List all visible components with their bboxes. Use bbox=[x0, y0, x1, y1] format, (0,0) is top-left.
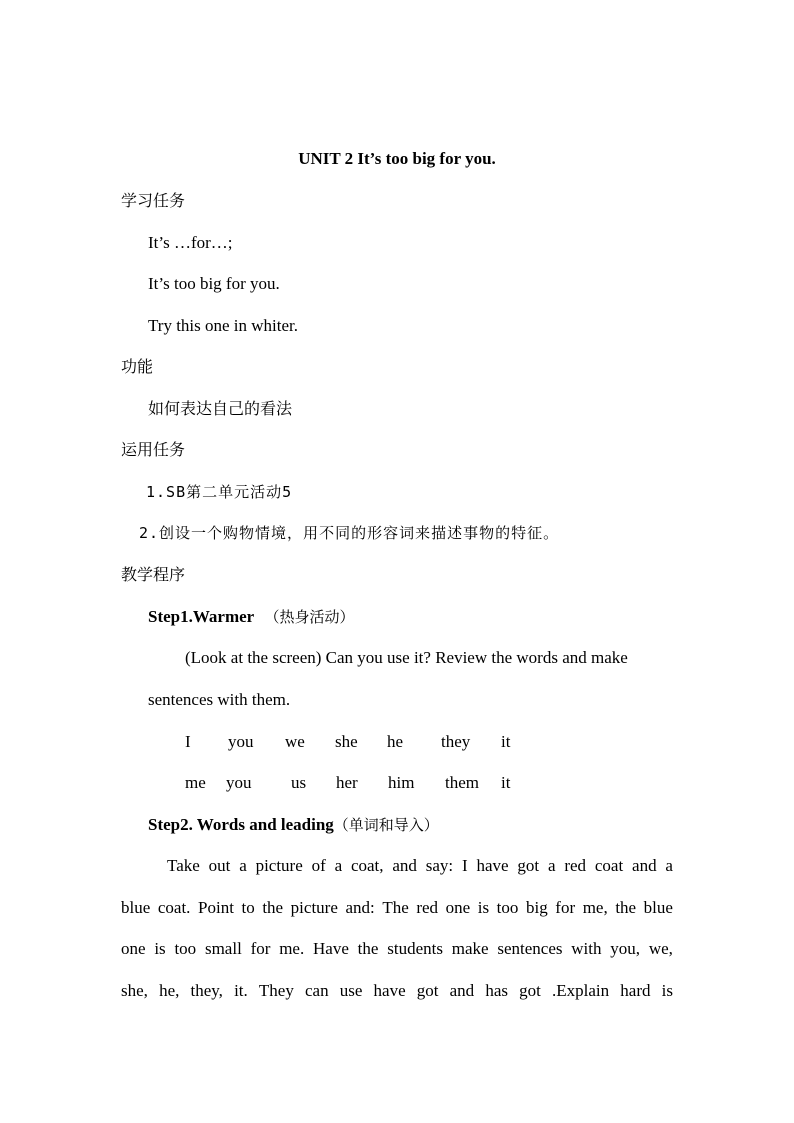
word: they, bbox=[190, 981, 223, 1000]
step2-paragraph-line bbox=[121, 980, 673, 1002]
word: has bbox=[485, 981, 508, 1000]
word: The bbox=[382, 898, 409, 917]
word: the bbox=[615, 898, 637, 917]
word: she, bbox=[121, 981, 148, 1000]
word: me, bbox=[582, 898, 608, 917]
word: a bbox=[334, 856, 343, 875]
learning-task-item: Try this one in whiter. bbox=[148, 316, 299, 335]
word: with bbox=[571, 939, 602, 958]
word: and bbox=[449, 981, 475, 1000]
word: sentences bbox=[497, 939, 563, 958]
word: coat, bbox=[350, 856, 384, 875]
word: and bbox=[632, 856, 657, 875]
word: have bbox=[476, 856, 509, 875]
step1-text-line: (Look at the screen) Can you use it? Review the words and make bbox=[185, 648, 628, 667]
pronoun: it bbox=[501, 732, 511, 751]
word: me. bbox=[279, 939, 305, 958]
word: blue bbox=[121, 898, 151, 917]
word: red bbox=[564, 856, 587, 875]
pronoun: she bbox=[335, 732, 358, 751]
word: picture bbox=[290, 898, 338, 917]
word: got bbox=[416, 981, 439, 1000]
word: is bbox=[661, 981, 673, 1000]
word: picture bbox=[255, 856, 303, 875]
word: one bbox=[445, 898, 471, 917]
step1-heading bbox=[148, 606, 355, 628]
word: we, bbox=[648, 939, 673, 958]
pronoun: them bbox=[445, 773, 479, 792]
word: out bbox=[208, 856, 231, 875]
word: it. bbox=[234, 981, 248, 1000]
word: you, bbox=[610, 939, 641, 958]
heading-function: 功能 bbox=[121, 357, 154, 376]
step2-title: Step2. Words and leading bbox=[148, 815, 334, 834]
pronoun: it bbox=[501, 773, 511, 792]
word: can bbox=[304, 981, 329, 1000]
step1-text-line: sentences with them. bbox=[148, 690, 291, 709]
word: and: bbox=[345, 898, 375, 917]
word: make bbox=[451, 939, 489, 958]
word: big bbox=[525, 898, 548, 917]
pronoun: you bbox=[226, 773, 252, 792]
pronoun: you bbox=[228, 732, 254, 751]
word: .Explain bbox=[552, 981, 610, 1000]
word: coat bbox=[594, 856, 624, 875]
word: and bbox=[392, 856, 417, 875]
word: use bbox=[339, 981, 363, 1000]
word: They bbox=[258, 981, 294, 1000]
subject-pronoun-row bbox=[0, 731, 794, 753]
step2-paragraph-line bbox=[121, 897, 673, 919]
learning-task-item: It’s …for…; bbox=[148, 233, 233, 252]
word: a bbox=[239, 856, 247, 875]
word: Point bbox=[198, 898, 234, 917]
step2-paragraph-line bbox=[167, 855, 673, 877]
step2-note: （单词和导入） bbox=[333, 816, 439, 834]
word: is bbox=[154, 939, 166, 958]
word: coat. bbox=[157, 898, 191, 917]
step2-heading bbox=[148, 814, 439, 836]
function-text: 如何表达自己的看法 bbox=[148, 399, 293, 418]
word: the bbox=[357, 939, 379, 958]
word: have bbox=[373, 981, 406, 1000]
word: too bbox=[496, 898, 519, 917]
word: blue bbox=[643, 898, 673, 917]
pronoun: I bbox=[185, 732, 191, 751]
word: Have bbox=[313, 939, 349, 958]
word: he, bbox=[159, 981, 180, 1000]
word: small bbox=[204, 939, 242, 958]
word: one bbox=[121, 939, 146, 958]
word: Take bbox=[167, 856, 200, 875]
pronoun: her bbox=[336, 773, 358, 792]
word: the bbox=[262, 898, 284, 917]
word: too bbox=[174, 939, 197, 958]
heading-learning-tasks: 学习任务 bbox=[121, 191, 186, 210]
word: a bbox=[665, 856, 673, 875]
step2-paragraph-line bbox=[121, 938, 673, 960]
heading-application: 运用任务 bbox=[121, 440, 186, 459]
heading-procedure: 教学程序 bbox=[121, 565, 186, 584]
object-pronoun-row bbox=[0, 772, 794, 794]
word: hard bbox=[620, 981, 651, 1000]
word: got bbox=[517, 856, 540, 875]
word: red bbox=[416, 898, 439, 917]
word: say: bbox=[425, 856, 454, 875]
page-title: UNIT 2 It’s too big for you. bbox=[298, 149, 496, 168]
pronoun: he bbox=[387, 732, 404, 751]
pronoun: us bbox=[291, 773, 307, 792]
learning-task-item: It’s too big for you. bbox=[148, 274, 280, 293]
word: I bbox=[461, 856, 468, 875]
pronoun: him bbox=[388, 773, 415, 792]
word: got bbox=[519, 981, 541, 1000]
word: for bbox=[250, 939, 271, 958]
pronoun: they bbox=[441, 732, 471, 751]
word: a bbox=[547, 856, 556, 875]
step1-title: Step1.Warmer bbox=[148, 607, 255, 626]
application-item: 2.创设一个购物情境，用不同的形容词来描述事物的特征。 bbox=[139, 524, 560, 542]
application-item: 1.SB第二单元活动5 bbox=[146, 483, 293, 501]
pronoun: we bbox=[285, 732, 305, 751]
word: to bbox=[241, 898, 255, 917]
word: is bbox=[477, 898, 490, 917]
word: of bbox=[311, 856, 326, 875]
word: students bbox=[387, 939, 443, 958]
step1-note: （热身活动） bbox=[264, 608, 355, 626]
pronoun: me bbox=[185, 773, 206, 792]
word: for bbox=[555, 898, 576, 917]
